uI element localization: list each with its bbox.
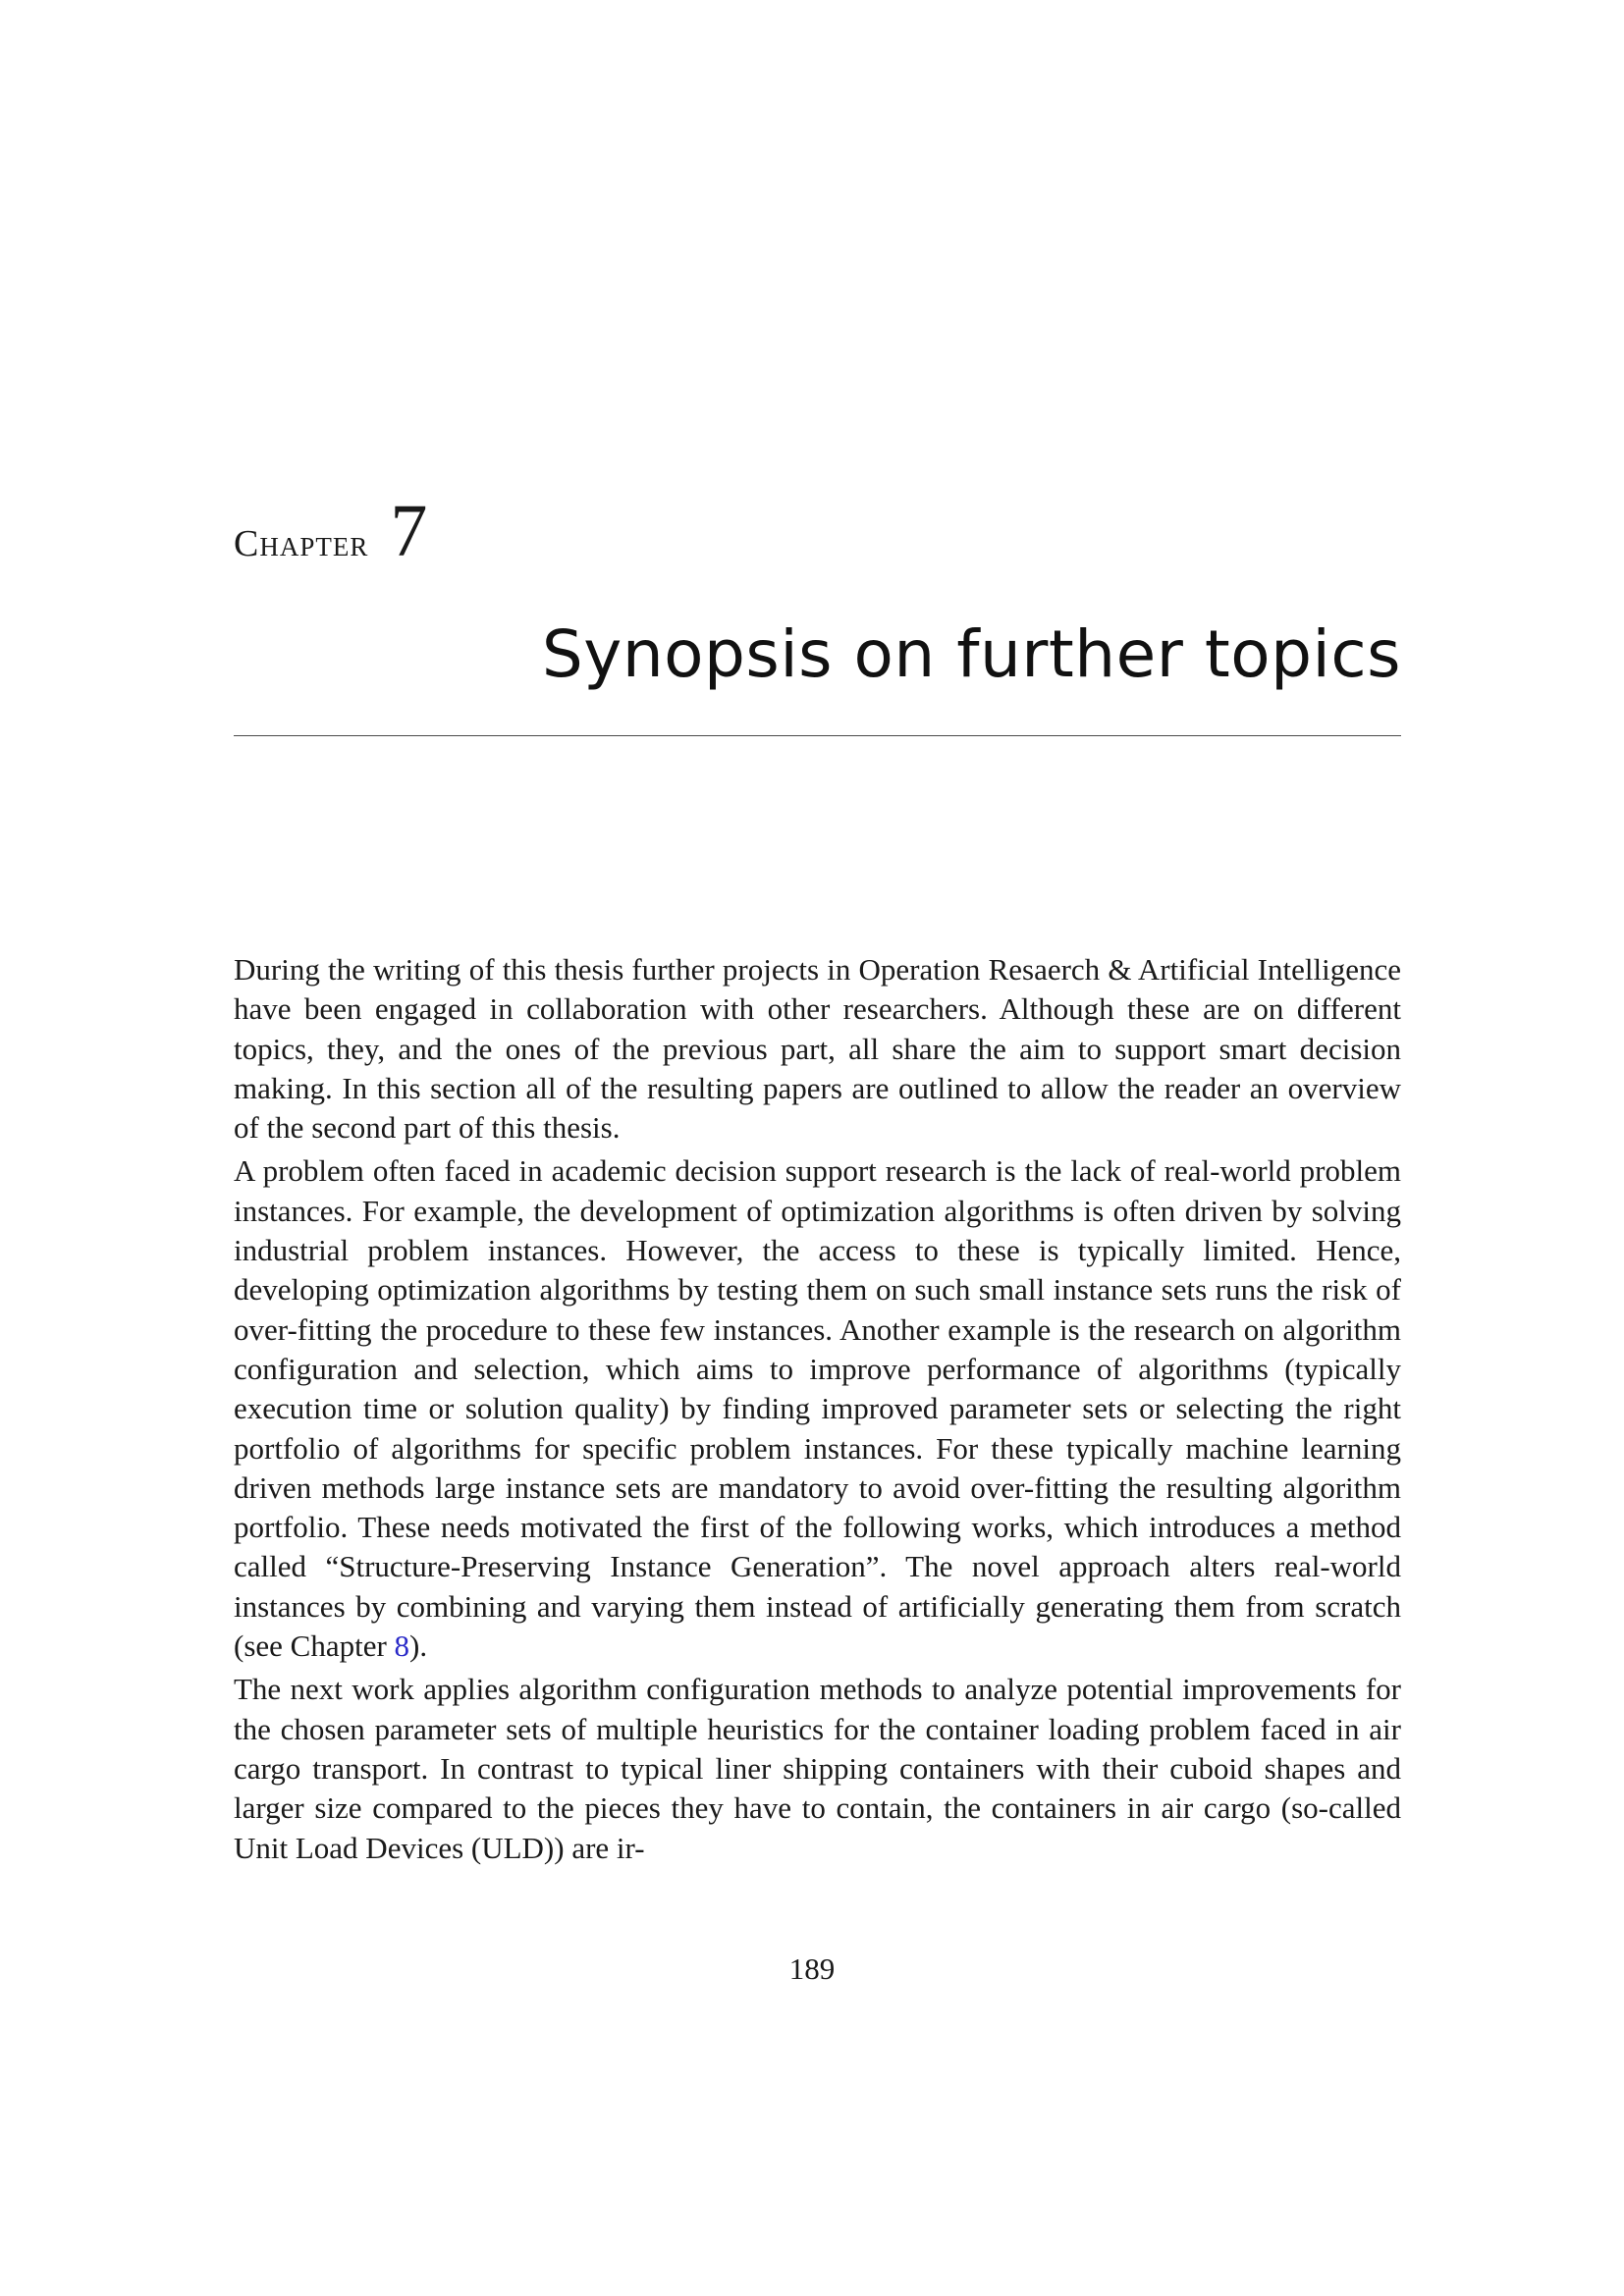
paragraph-text: During the writing of this thesis further projects in Operation Resaerch & Artificial Intelligence have been engaged in collaboration with other researchers. Although these are on different topics, they, and the ones of the previous part, all share the aim to support smart decision making. In this section all of the resulting papers are outlined to allow the reader an overview of the second part of this thesis.: [234, 952, 1401, 1146]
body-text: [234, 950, 1401, 1872]
chapter-number: 7: [390, 490, 428, 572]
paragraph-text: A problem often faced in academic decision support research is the lack of real-world problem instances. For example, the development of optimization algorithms is often driven by solving industrial problem instances. However, the access to these is typically limited. Hence, developing optimization algorithms by testing them on such small instance sets runs the risk of over-fitting the procedure to these few instances. Another example is the research on algorithm configuration and selection, which aims to improve performance of algorithms (typically execution time or solution quality) by finding improved parameter sets or selecting the right portfolio of algorithms for specific problem instances. For these typically machine learning driven methods large instance sets are mandatory to avoid over-fitting the resulting algorithm portfolio. These needs motivated the first of the following works, which introduces a method called “Structure-Preserving Instance Generation”. The novel approach alters real-world instances by combining and varying them instead of artificially generating them from scratch (see Chapter: [234, 1153, 1401, 1664]
paragraph: [234, 1151, 1401, 1666]
paragraph-tail: ).: [409, 1629, 428, 1664]
paragraph-text: The next work applies algorithm configuration methods to analyze potential improvements for the chosen parameter sets of multiple heuristics for the container loading problem faced in air cargo transport. In contrast to typical liner shipping containers with their cuboid shapes and larger size compared to the pieces they have to contain, the containers in air cargo (so-called Unit Load Devices (ULD)) are ir-: [234, 1672, 1401, 1865]
paragraph: [234, 950, 1401, 1148]
paragraph: [234, 1670, 1401, 1867]
page-number: 189: [788, 1951, 836, 1986]
chapter-label: [234, 489, 427, 574]
chapter-word: Chapter: [234, 523, 369, 564]
chapter-reference-link[interactable]: 8: [394, 1629, 410, 1664]
title-rule: [234, 735, 1401, 736]
chapter-title: Synopsis on further topics: [541, 616, 1401, 692]
